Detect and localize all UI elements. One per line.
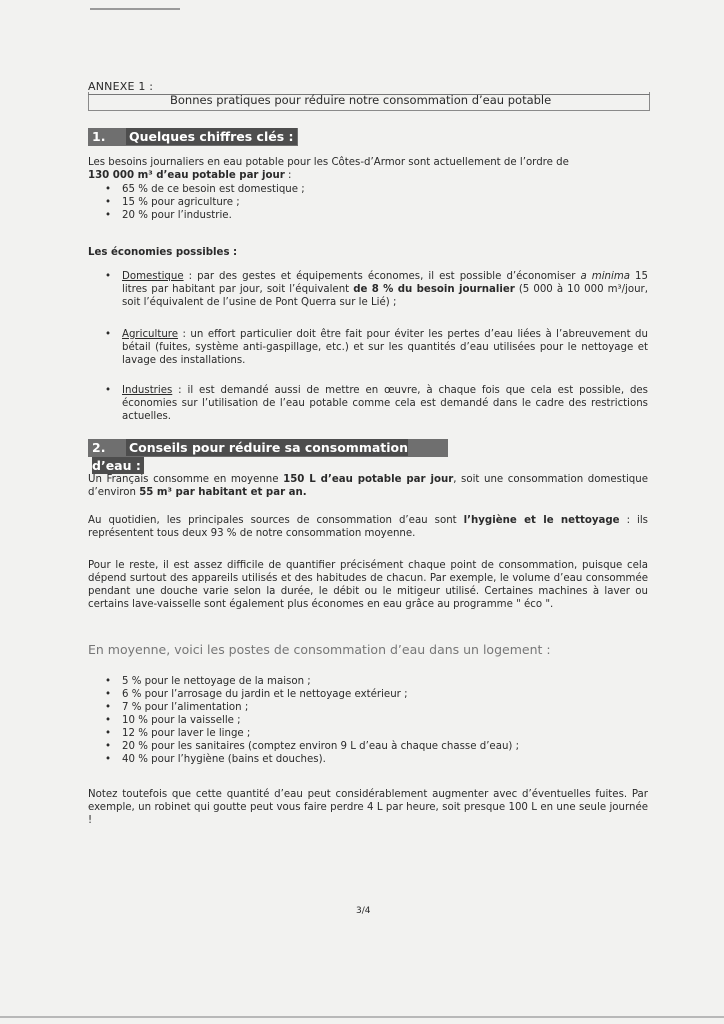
list-item: • 40 % pour l’hygiène (bains et douches). [100,753,648,766]
industries-label: Industries [122,385,173,396]
list-item: • 65 % de ce besoin est domestique ; [100,183,640,196]
domestique-label: Domestique [122,271,184,282]
section-1-title: Quelques chiffres clés : [126,128,297,145]
list-item: • 6 % pour l’arrosage du jardin et le nettoyage extérieur ; [100,688,648,701]
list-item: • 10 % pour la vaisselle ; [100,714,648,727]
scan-artifact [90,8,180,10]
domestique-italic: a minima [580,271,630,282]
paragraph-3: Pour le reste, il est assez difficile de quantifier précisément chaque point de consommation, puisque cela dépend surtout des appareils utilisés et des habitudes de chacun. Par exemple, le volume d’eau consommée pendant une douche varie selon la durée, le débit ou le mitigeur utilisé. Certaines machines à laver ou certains lave-vaisselle sont également plus économes en eau grâce au programme " éco ". [88,560,648,610]
consumption-lede: En moyenne, voici les postes de consommation d’eau dans un logement : [88,642,551,657]
p2-bold: l’hygiène et le nettoyage [463,515,620,526]
paragraph-4: Notez toutefois que cette quantité d’eau peut considérablement augmenter avec d’éventuelles fuites. Par exemple, un robinet qui goutte peut vous faire perdre 4 L par heure, soit presque 100 L en une seule journée ! [88,789,648,826]
page-number: 3/4 [356,906,371,916]
list-item-agriculture [100,328,648,367]
p1-text: , soit une consommation domestique d’environ [88,474,648,498]
list-item: • 12 % pour laver le linge ; [100,727,648,740]
p1-bold: 150 L d’eau potable par jour [283,474,454,485]
list-item: • 20 % pour l’industrie. [100,209,640,222]
paragraph-2 [88,514,648,540]
domestique-text: 15 litres par habitant par jour, soit l’équivalent [122,271,649,295]
scan-artifact [0,1016,724,1018]
p1-bold: 55 m³ par habitant et par an. [139,487,307,498]
intro-text: Les besoins journaliers en eau potable pour les Côtes-d’Armor sont actuellement de l’ordre de [88,157,569,168]
list-item: • 20 % pour les sanitaires (comptez environ 9 L d’eau à chaque chasse d’eau) ; [100,740,648,753]
paragraph-1 [88,473,648,499]
list-item: • 7 % pour l’alimentation ; [100,701,648,714]
list-item: • 5 % pour le nettoyage de la maison ; [100,675,648,688]
agriculture-label: Agriculture [122,329,179,340]
agriculture-text: : un effort particulier doit être fait pour éviter les pertes d’eau liées à l’abreuvement du bétail (fuites, système anti-gaspillage, etc.) et sur les quantités d’eau utilisées pour le nettoyage et lavage des installations. [122,329,648,366]
section-1-number: 1. [92,129,106,144]
intro-colon: : [284,170,292,181]
p2-text: Au quotidien, les principales sources de consommation d’eau sont [88,515,464,526]
savings-list [100,384,648,423]
domestique-text: (5 000 à 10 000 m³/jour, soit l’équivalent de l’usine de Pont Querra sur le Lié) ; [122,284,648,308]
domestique-text: : par des gestes et équipements économes, il est possible d’économiser [183,271,581,282]
p1-text: Un Français consomme en moyenne [88,474,284,485]
savings-list [100,270,648,309]
list-item: • 15 % pour agriculture ; [100,196,640,209]
consumption-list [100,675,648,766]
savings-list [100,328,648,367]
section-1-intro [88,156,648,182]
domestique-bold: de 8 % du besoin journalier [353,284,515,295]
section-1-heading [88,128,298,146]
section-2-title: Conseils pour réduire sa consommation d’eau : [92,440,409,473]
savings-title: Les économies possibles : [88,247,238,258]
list-item-industries [100,384,648,423]
list-item-domestique [100,270,648,309]
p2-text: : ils représentent tous deux 93 % de notre consommation moyenne. [88,515,648,539]
industries-text: : il est demandé aussi de mettre en œuvre, à chaque fois que cela est possible, des économies sur l’utilisation de l’eau potable comme cela est demandé dans le cadre des restrictions actuelles. [122,385,648,422]
document-subtitle: Bonnes pratiques pour réduire notre consommation d’eau potable [170,93,552,107]
section-2-heading [88,439,448,473]
needs-list [100,183,640,222]
intro-figure: 130 000 m³ d’eau potable par jour [88,170,285,181]
annexe-label: ANNEXE 1 : [88,80,154,93]
section-2-number: 2. [92,440,106,455]
